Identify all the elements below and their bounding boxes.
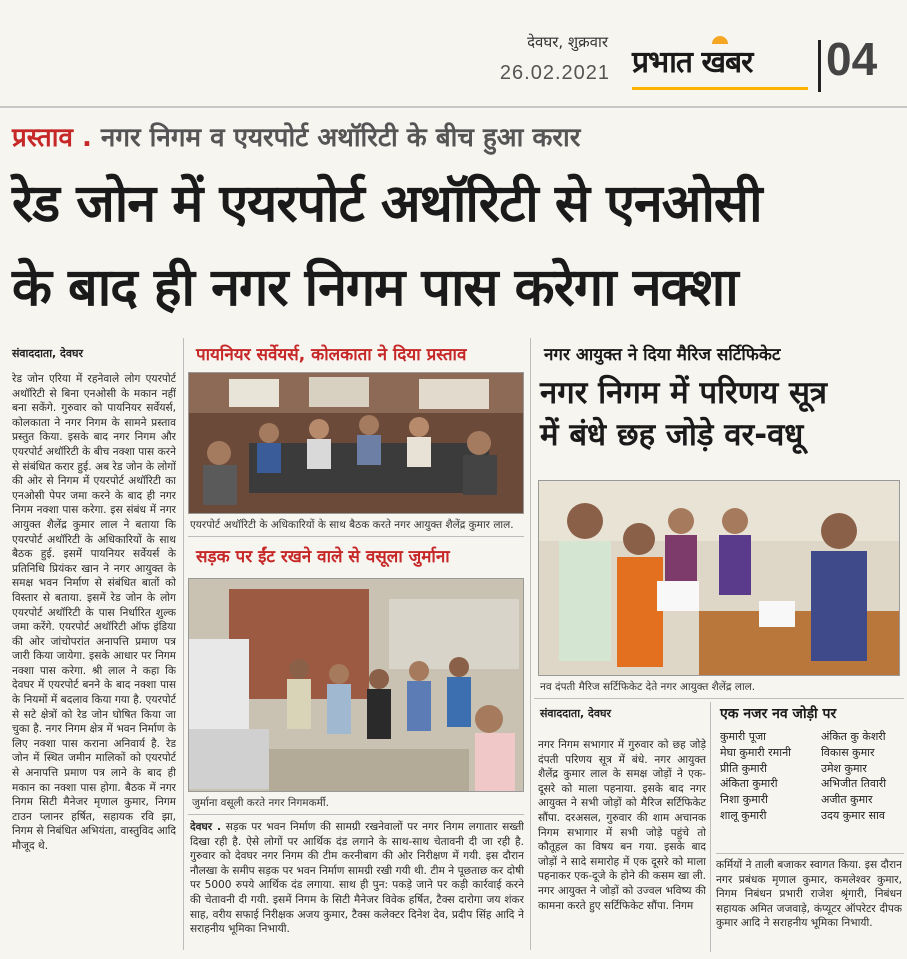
list-item: अजीत कुमार	[820, 793, 873, 807]
marriage-story-body: नगर निगम सभागार में गुरुवार को छह जोड़े दंपती परिणय सूत्र में बंधे. नगर आयुक्त शैलेंद्र कुमार लाल के समक्ष जोड़ों ने एक-दूसरे को माला पहनाया. इसके बाद नगर आयुक्त ने सभी जोड़ों को मैरिज सर्टिफिकेट सौंपा. दरअसल, गुरुवार की शाम अचानक निगम सभागार में सभी जोड़े पहुंचे तो कौतूहल का विषय बन गया. इसके बाद जोड़ों ने सादे समारोह में एक दूसरे को माला पहनाकर एक-दूजे के होने की कसम खा ली. नगर आयुक्त ने जोड़ों को उज्वल भविष्य की कामना करते हुए सर्टिफिकेट सौंपा. निगम	[538, 739, 706, 912]
couples-box-heading: एक नजर नव जोड़ी पर	[720, 706, 837, 722]
main-story-body: रेड जोन एरिया में रहनेवाले लोग एयरपोर्ट अथॉरिटी से बिना एनओसी के मकान नहीं बना सकेंगे. गुरुवार को पायनियर सर्वेयर्स, कोलकाता ने नगर निगम के सामने प्रस्ताव प्रस्तुत किया. इसके बाद नगर निगम और एयरपोर्ट अथॉरिटी के बीच नक्शा पास करने से संबंधित करार हुई. अब रेड जोन के लोगों की ओर से निगम में एयरपोर्ट अथॉरिटी का एनओसी पेपर जमा करने के बाद ही नगर निगम नक्शा पास करेगा. इस संबंध में नगर आयुक्त शैलेंद्र कुमार लाल ने बताया कि एयरपोर्ट अथॉरिटी के अधिकारियों के साथ बैठक हुई. इसमें पायनियर सर्वेयर्स के प्रतिनिधि प्रियंकर खान ने नगर आयुक्त के समक्ष भवन निर्माण से संबंधित बातों को विस्तार से बताया. इसमें रेड जोन के लोग एयरपोर्ट अथॉरिटी के पास निर्धारित शुल्क जमा करेंगे. एयरपोर्ट अथॉरिटी ऑफ इंडिया की ओर जांचोपरांत अनापत्ति प्रमाण पत्र जारी किया जायेगा. इसके आधार पर निगम नक्शा पास करेगा. श्री लाल ने कहा कि देवघर में एयरपोर्ट बनने के बाद नक्शा पास के नियमों में बदलाव किया गया है. एयरपोर्ट से सटे क्षेत्रों को रेड जोन घोषित किया जा चुका है. नगर निगम क्षेत्र में भवन निर्माण के लिए नक्शा पास कराना अनिवार्य है. रेड जोन में स्थित जमीन मालिकों को एयरपोर्ट से अनापत्ति प्रमाण पत्र लाने के बाद ही मकान का नक्शा पास होगा. बैठक में नगर निगम सिटी मैनेजर मृणाल कुमार, निगम टाउन प्लानर हर्षित, सहायक रवि झा, निगम से निबंधित अभियंता, वास्तुविद आदि मौजूद थे.	[12, 373, 176, 852]
kicker-text: नगर निगम व एयरपोर्ट अथॉरिटी के बीच हुआ करार	[100, 123, 581, 153]
bride-list	[720, 729, 811, 824]
fine-heading: सड़क पर ईंट रखने वाले से वसूला जुर्माना	[196, 547, 450, 567]
headline-line-2: के बाद ही नगर निगम पास करेगा नक्शा	[12, 258, 738, 318]
list-item: शालू कुमारी	[720, 808, 767, 822]
fine-photo	[188, 578, 524, 792]
marriage-photo-caption: नव दंपती मैरिज सर्टिफिकेट देते नगर आयुक्त शैलेंद्र लाल.	[540, 681, 756, 693]
section-rule	[534, 698, 904, 699]
list-item: अंकित कु केशरी	[820, 730, 886, 743]
couples-box	[716, 702, 904, 854]
list-item: विकास कुमार	[820, 745, 875, 759]
kicker-label: प्रस्ताव .	[12, 123, 92, 153]
list-item: प्रीति कुमारी	[720, 761, 767, 775]
kicker	[12, 118, 580, 154]
marriage-heading	[540, 372, 900, 456]
newspaper-name: प्रभात खबर	[632, 45, 753, 80]
column-rule-1	[183, 338, 184, 950]
marriage-byline: संवाददाता, देवघर	[540, 707, 612, 720]
groom-list	[821, 729, 904, 824]
marriage-kicker: नगर आयुक्त ने दिया मैरिज सर्टिफिकेट	[544, 345, 781, 365]
fine-photo-image	[189, 579, 524, 792]
main-byline: संवाददाता, देवघर	[12, 347, 84, 360]
section-rule	[188, 814, 524, 815]
marriage-story-continuation: कर्मियों ने ताली बजाकर स्वागत किया. इस दौरान नगर प्रबंधक मृणाल कुमार, कमलेश्वर कुमार, निगम निबंधन प्रभारी राजेश श्रृंगारी, निबंधन सहायक अमित जजवाड़े, कंप्यूटर ऑपरेटर दीपक कुमार आदि ने सराहनीय भूमिका निभायी.	[716, 859, 902, 930]
list-item: उमेश कुमार	[820, 761, 867, 775]
list-item: उदय कुमार साव	[820, 808, 885, 822]
marriage-photo	[538, 480, 900, 676]
masthead-rule	[0, 106, 907, 108]
list-item: अभिजीत तिवारी	[820, 777, 887, 791]
list-item: अंकिता कुमारी	[720, 777, 778, 791]
column-rule-2	[530, 338, 531, 950]
issue-date: 26.02.2021	[499, 62, 610, 84]
newspaper-logo	[632, 40, 808, 90]
marriage-heading-line-2: में बंधे छह जोड़े वर-वधू	[540, 417, 804, 453]
list-item: कुमारी पूजा	[720, 730, 766, 743]
masthead-divider	[818, 40, 821, 92]
column-rule-3	[710, 702, 711, 952]
meeting-photo-caption: एयरपोर्ट अथॉरिटी के अधिकारियों के साथ बैठक करते नगर आयुक्त शैलेंद्र कुमार लाल.	[190, 519, 514, 531]
fine-story-body	[190, 820, 524, 952]
sun-icon	[712, 36, 728, 44]
meeting-photo	[188, 372, 524, 514]
section-rule	[188, 536, 524, 537]
city-day: देवघर, शुक्रवार	[527, 33, 608, 51]
marriage-heading-line-1: नगर निगम में परिणय सूत्र	[540, 375, 828, 411]
list-item: मेघा कुमारी रमानी	[720, 745, 792, 759]
proposal-heading: पायनियर सर्वेयर्स, कोलकाता ने दिया प्रस्ताव	[196, 345, 467, 365]
page-number: 04	[826, 33, 878, 85]
fine-dateline: देवघर .	[190, 821, 222, 833]
fine-body-text: सड़क पर भवन निर्माण की सामग्री रखनेवालों पर नगर निगम लगातार सख्ती दिखा रही है. ऐसे लोगों पर आर्थिक दंड लगाने के साथ-साथ चेतावनी दी जा रही है. गुरुवार को देवघर नगर निगम की टीम करनीबाग की ओर निरीक्षण में गयी. इस दौरान नौलखा के समीप सड़क पर भवन निर्माण सामग्री रखी गयी थी. टीम ने पूछताछ कर दोषी पर 5000 रुपये आर्थिक दंड लगाया. साथ ही पुन: पकड़े जाने पर कड़ी कार्रवाई करने की चेतावनी दी गयी. इसमें निगम के सिटी मैनेजर विवेक हर्षित, टैक्स दारोगा जय शंकर साह, वरीय सफाई निरीक्षक अजय कुमार, टैक्स कलेक्टर दिनेश देव, प्रदीप सिंह आदि ने सराहनीय भूमिका निभायी.	[190, 821, 524, 936]
meeting-photo-image	[189, 373, 524, 514]
headline-line-1: रेड जोन में एयरपोर्ट अथॉरिटी से एनओसी	[12, 174, 762, 234]
marriage-photo-image	[539, 481, 900, 676]
list-item: निशा कुमारी	[720, 793, 769, 807]
fine-photo-caption: जुर्माना वसूली करते नगर निगमकर्मी.	[192, 797, 329, 809]
